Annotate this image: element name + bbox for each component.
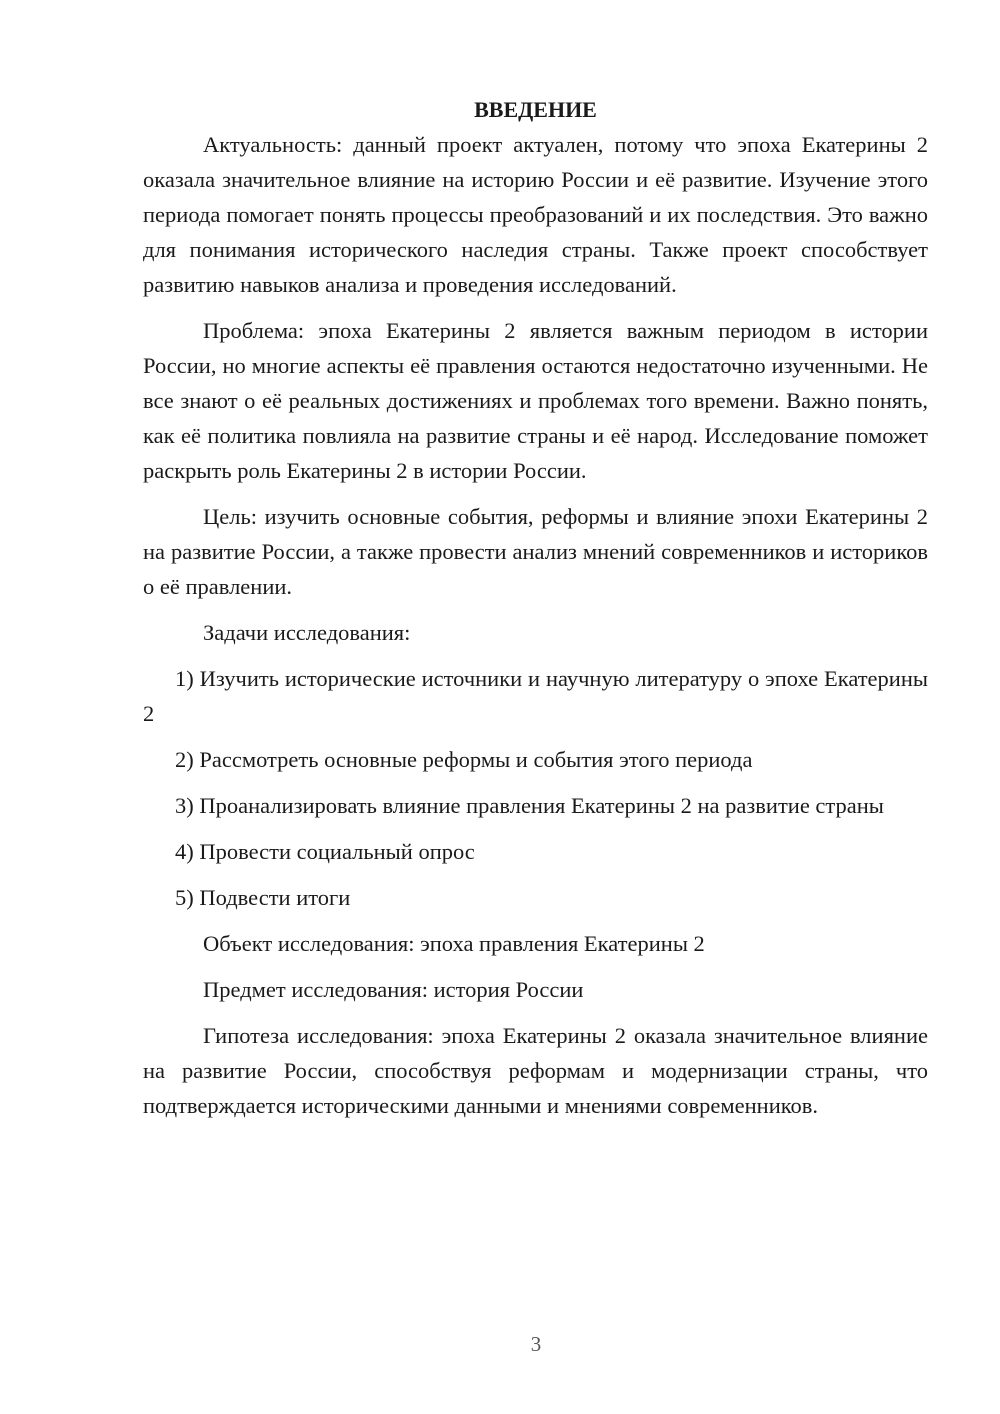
task-item-2: 2) Рассмотреть основные реформы и события этого периода bbox=[175, 747, 753, 772]
page-content bbox=[143, 92, 928, 1134]
goal-paragraph: Цель: изучить основные события, реформы и влияние эпохи Екатерины 2 на развитие России, а также провести анализ мнений современников и историков о её правлении. bbox=[143, 504, 928, 599]
tasks-title: Задачи исследования: bbox=[203, 620, 411, 645]
object-paragraph: Объект исследования: эпоха правления Екатерины 2 bbox=[203, 931, 705, 956]
task-item-3: 3) Проанализировать влияние правления Екатерины 2 на развитие страны bbox=[175, 793, 884, 818]
subject-paragraph: Предмет исследования: история России bbox=[203, 977, 584, 1002]
relevance-paragraph: Актуальность: данный проект актуален, потому что эпоха Екатерины 2 оказала значительное влияние на историю России и её развитие. Изучение этого периода помогает понять процессы преобразований и их последствия. Это важно для понимания исторического наследия страны. Также проект способствует развитию навыков анализа и проведения исследований. bbox=[143, 132, 928, 297]
hypothesis-paragraph: Гипотеза исследования: эпоха Екатерины 2 оказала значительное влияние на развитие России, способствуя реформам и модернизации страны, что подтверждается историческими данными и мнениями современников. bbox=[143, 1023, 928, 1118]
task-item-4: 4) Провести социальный опрос bbox=[175, 839, 475, 864]
task-item-5: 5) Подвести итоги bbox=[175, 885, 351, 910]
section-heading: ВВЕДЕНИЕ bbox=[474, 97, 597, 122]
page-number: 3 bbox=[530, 1332, 542, 1356]
problem-paragraph: Проблема: эпоха Екатерины 2 является важным периодом в истории России, но многие аспекты её правления остаются недостаточно изученными. Не все знают о её реальных достижениях и проблемах того времени. Важно понять, как её политика повлияла на развитие страны и её народ. Исследование поможет раскрыть роль Екатерины 2 в истории России. bbox=[143, 318, 928, 483]
task-item-1: 1) Изучить исторические источники и научную литературу о эпохе Екатерины 2 bbox=[143, 666, 928, 726]
